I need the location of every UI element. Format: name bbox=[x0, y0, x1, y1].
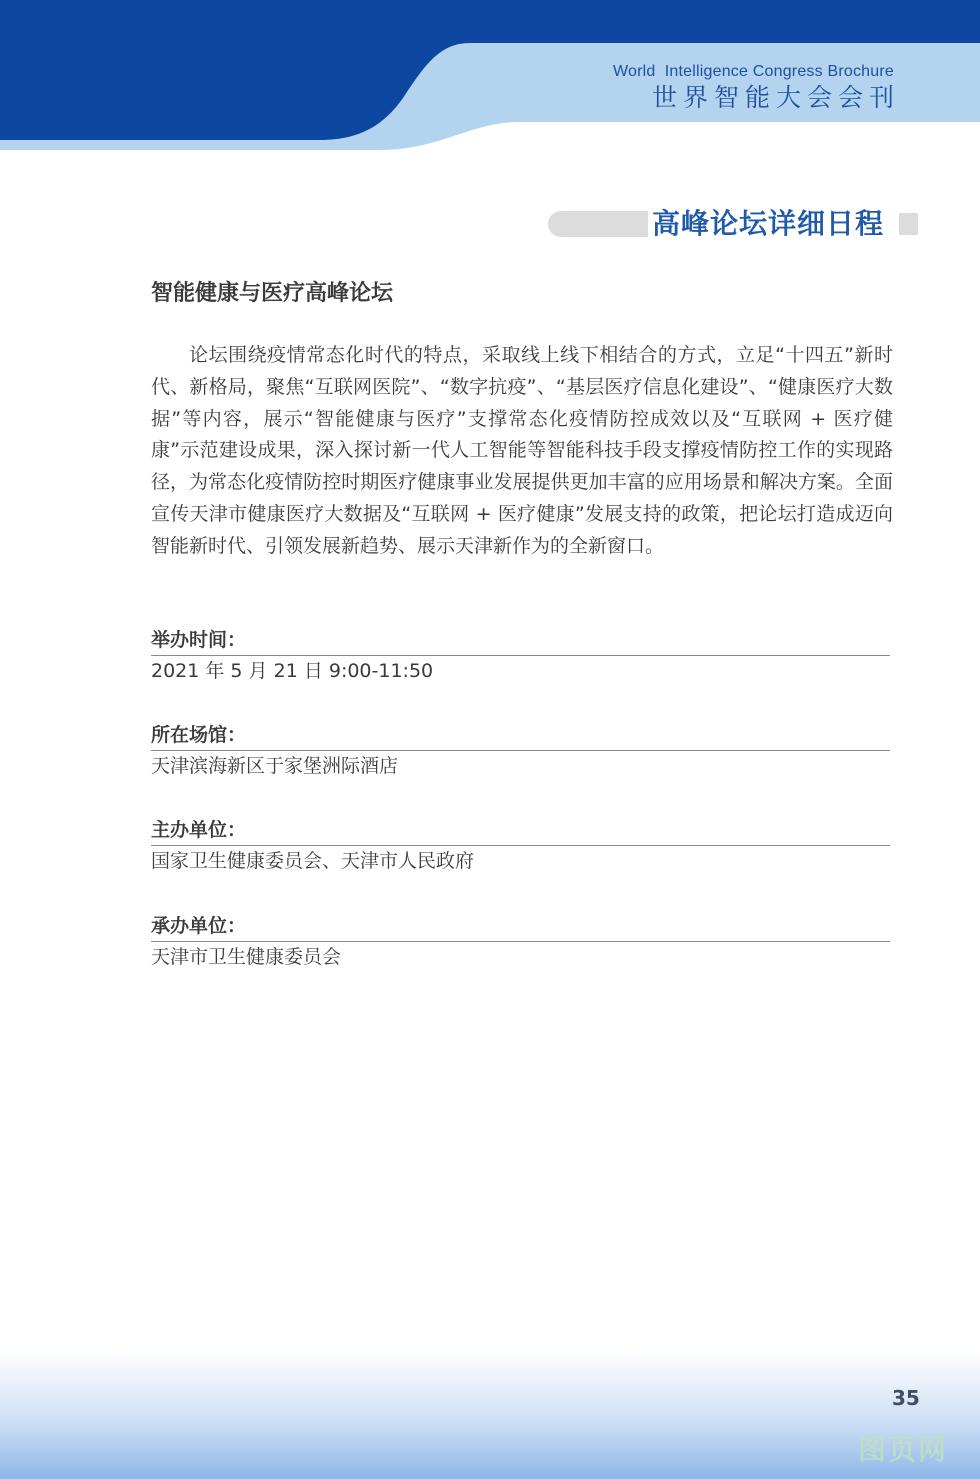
section-bar-right bbox=[899, 213, 918, 235]
page-number: 35 bbox=[892, 1386, 920, 1410]
forum-title: 智能健康与医疗高峰论坛 bbox=[151, 281, 394, 306]
header-title-cn: 世界智能大会会刊 bbox=[651, 83, 900, 112]
header-text bbox=[612, 62, 900, 114]
info-venue bbox=[151, 722, 890, 779]
section-title: 高峰论坛详细日程 bbox=[652, 207, 885, 240]
info-value-host: 国家卫生健康委员会、天津市人民政府 bbox=[151, 850, 475, 872]
info-organizer bbox=[151, 913, 890, 970]
info-value-organizer: 天津市卫生健康委员会 bbox=[151, 946, 342, 968]
section-bar-left bbox=[548, 211, 648, 237]
info-label-organizer: 承办单位： bbox=[151, 913, 890, 942]
forum-intro: 论坛围绕疫情常态化时代的特点，采取线上线下相结合的方式，立足“十四五”新时代、新格局，聚焦“互联网医院”、“数字抗疫”、“基层医疗信息化建设”、“健康医疗大数据”等内容，展示“智能健康与医疗”支撑常态化疫情防控成效以及“互联网 + 医疗健康”示范建设成果，深入探讨新一代人工智能等智能科技手段支撑疫情防控工作的实现路径，为常态化疫情防控时期医疗健康事业发展提供更加丰富的应用场景和解决方案。全面宣传天津市健康医疗大数据及“互联网 + 医疗健康”发展支持的政策，把论坛打造成迈向智能新时代、引领发展新趋势、展示天津新作为的全新窗口。 bbox=[151, 344, 893, 557]
info-value-venue: 天津滨海新区于家堡洲际酒店 bbox=[151, 755, 399, 777]
info-label-venue: 所在场馆： bbox=[151, 722, 890, 751]
info-label-host: 主办单位： bbox=[151, 817, 890, 846]
footer-gradient bbox=[0, 1350, 980, 1479]
header-title-en: World Intelligence Congress Brochure bbox=[612, 63, 894, 80]
info-time bbox=[151, 627, 890, 684]
info-label-time: 举办时间： bbox=[151, 627, 890, 656]
info-value-time: 2021 年 5 月 21 日 9:00-11:50 bbox=[151, 660, 434, 682]
watermark-logo: 图页网 bbox=[858, 1433, 949, 1466]
info-host bbox=[151, 817, 890, 874]
